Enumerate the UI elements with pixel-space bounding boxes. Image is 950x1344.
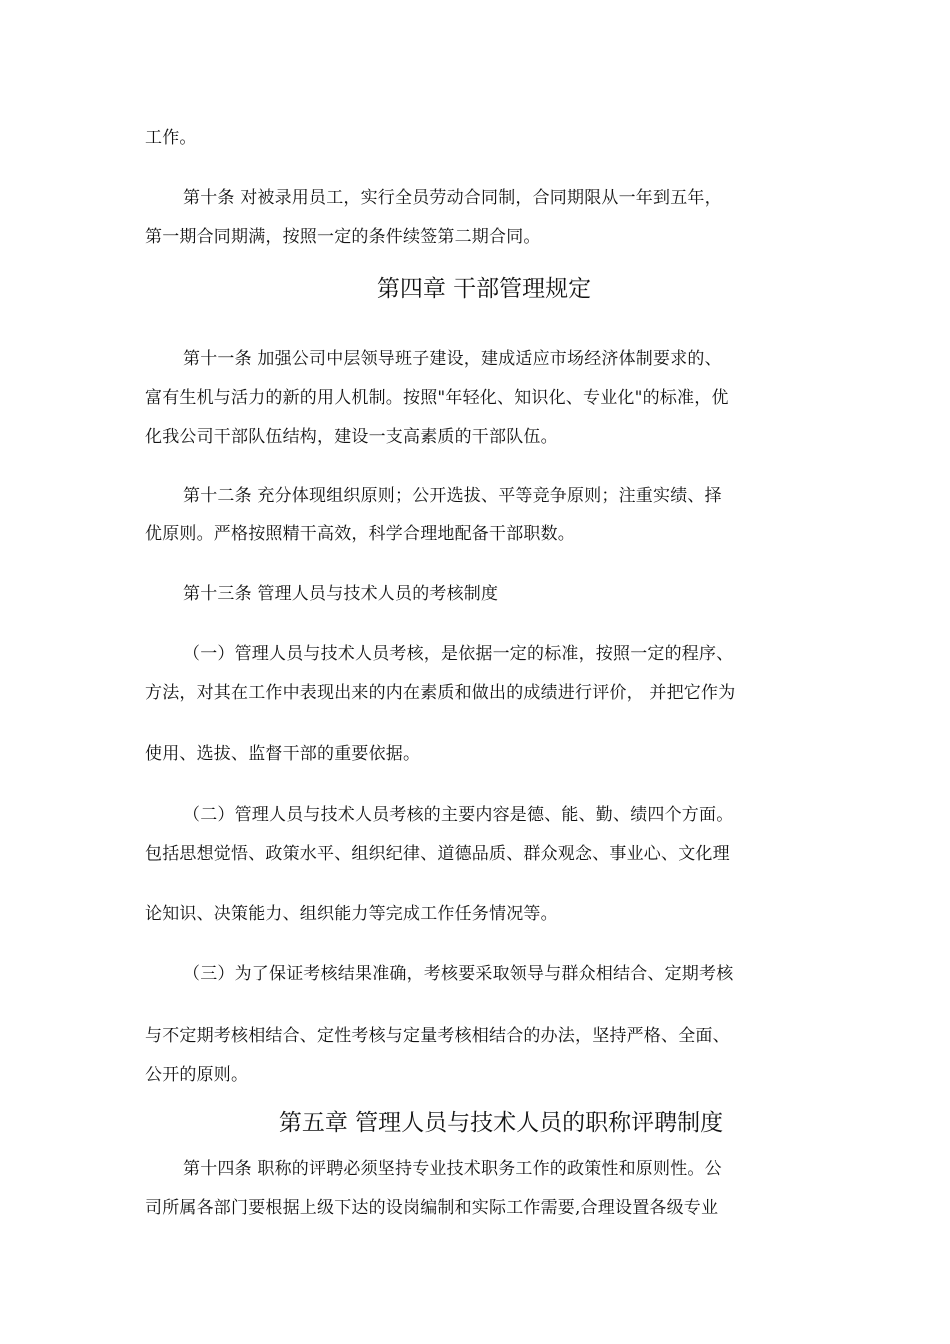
paragraph-line: 司所属各部门要根据上级下达的设岗编制和实际工作需要,合理设置各级专业 (145, 1198, 719, 1218)
paragraph-line: 与不定期考核相结合、定性考核与定量考核相结合的办法，坚持严格、全面、 (145, 1026, 730, 1046)
chapter-heading: 第四章 干部管理规定 (376, 276, 592, 302)
paragraph-line: 第十四条 职称的评聘必须坚持专业技术职务工作的政策性和原则性。公 (183, 1159, 722, 1179)
paragraph-line: 第十二条 充分体现组织原则；公开选拔、平等竞争原则；注重实绩、择 (183, 486, 722, 506)
paragraph-line: （二）管理人员与技术人员考核的主要内容是德、能、勤、绩四个方面。 (183, 805, 734, 825)
paragraph-line: 论知识、决策能力、组织能力等完成工作任务情况等。 (145, 904, 558, 924)
paragraph-line: 工作。 (145, 128, 197, 148)
paragraph-line: 第十三条 管理人员与技术人员的考核制度 (183, 584, 499, 604)
paragraph-line: 优原则。严格按照精干高效，科学合理地配备干部职数。 (145, 524, 575, 544)
paragraph-line: 使用、选拔、监督干部的重要依据。 (145, 744, 421, 764)
paragraph-line: 第十条 对被录用员工，实行全员劳动合同制，合同期限从一年到五年， (183, 188, 722, 208)
paragraph-line: 化我公司干部队伍结构，建设一支高素质的干部队伍。 (145, 427, 558, 447)
paragraph-line: （三）为了保证考核结果准确，考核要采取领导与群众相结合、定期考核 (183, 964, 734, 984)
paragraph-line: （一）管理人员与技术人员考核，是依据一定的标准，按照一定的程序、 (183, 644, 734, 664)
paragraph-line: 公开的原则。 (145, 1065, 249, 1085)
paragraph-line: 包括思想觉悟、政策水平、组织纪律、道德品质、群众观念、事业心、文化理 (145, 844, 730, 864)
chapter-heading: 第五章 管理人员与技术人员的职称评聘制度 (278, 1110, 724, 1136)
paragraph-line: 第一期合同期满，按照一定的条件续签第二期合同。 (145, 227, 541, 247)
paragraph-line: 富有生机与活力的新的用人机制。按照"年轻化、知识化、专业化"的标准，优 (145, 388, 729, 408)
paragraph-line: 第十一条 加强公司中层领导班子建设，建成适应市场经济体制要求的、 (183, 349, 722, 369)
paragraph-line: 方法，对其在工作中表现出来的内在素质和做出的成绩进行评价， 并把它作为 (145, 683, 736, 703)
